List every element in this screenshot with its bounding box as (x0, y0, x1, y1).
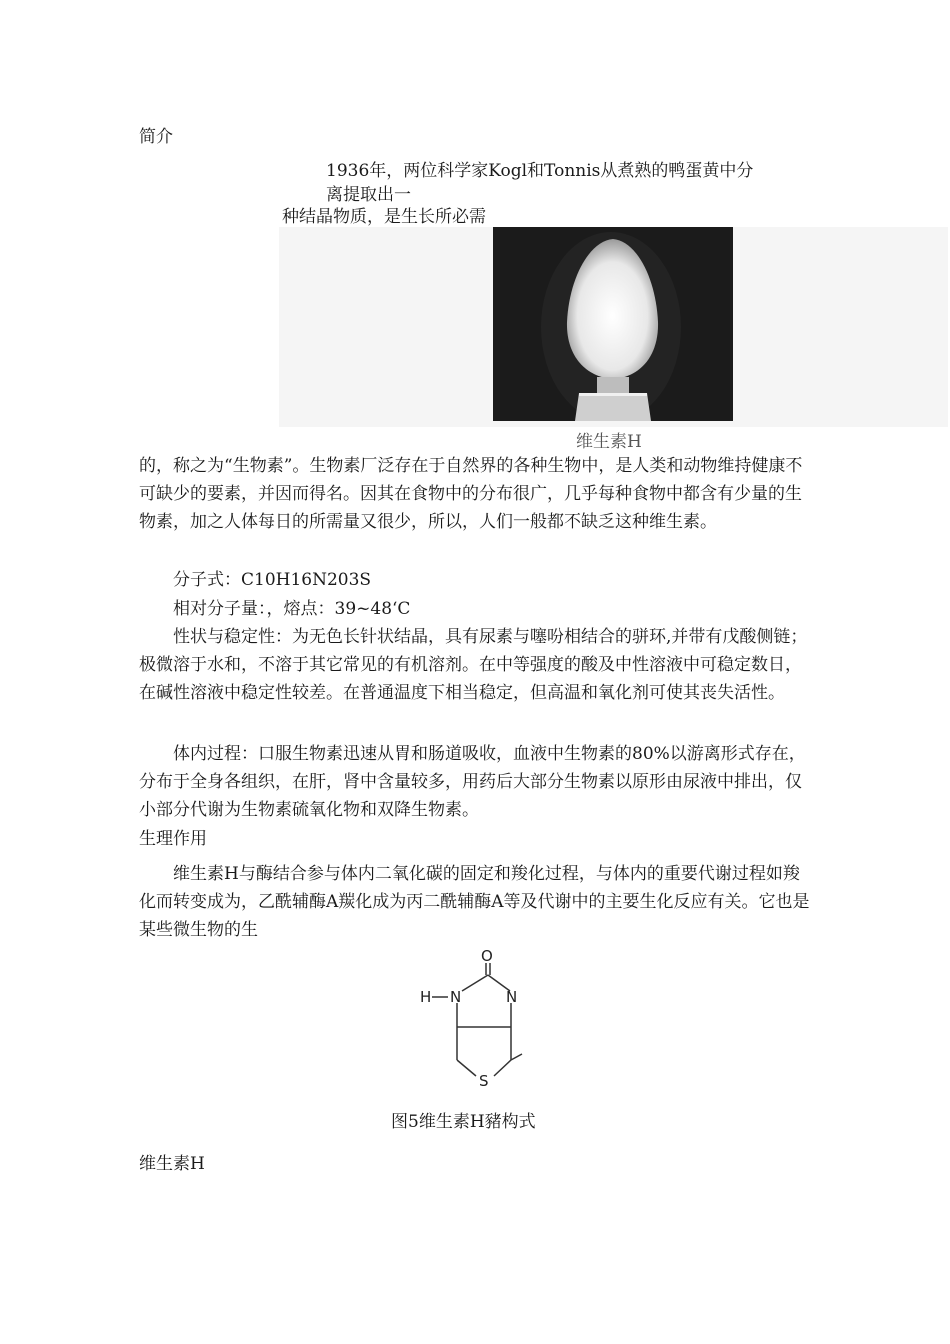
atom-o: O (481, 947, 493, 965)
urea-bond-left (462, 975, 488, 991)
biotin-photo (493, 227, 733, 421)
intro-line-2: 离提取出一 (326, 185, 411, 205)
photo-caption: 维生素H (576, 432, 642, 452)
physio-paragraph (139, 860, 811, 944)
biotin-structure-diagram (410, 945, 540, 1095)
ring-bond-s-right (494, 1060, 511, 1076)
atom-n-left: N (450, 988, 462, 1006)
ring-bond-s-left (457, 1060, 476, 1076)
intro-line-3: 种结晶物质，是生长所必需 (282, 207, 486, 227)
intro-paragraph-text: 的，称之为“生物素”。生物素厂泛存在于自然界的各种生物中，是人类和动物维持健康不可缺少的要素，并因而得名。因其在食物中的分布很广，几乎每种食物中都含有少量的生物素，加之人体每日的所需量又很少，所以，人们一般都不缺乏这种维生素。 (139, 456, 803, 532)
side-chain-bond (511, 1054, 522, 1060)
figure-caption: 图5维生素H豬构式 (391, 1112, 536, 1132)
atom-n-right: N (506, 988, 518, 1006)
intro-line-1: 1936年，两位科学家Kogl和Tonnis从煮熟的鸭蛋黄中分 (326, 161, 754, 181)
section-heading-intro: 简介 (139, 127, 173, 147)
powder-jar-image (493, 227, 733, 421)
properties-paragraph (139, 623, 811, 707)
physio-text: 维生素H与酶结合参与体内二氧化碳的固定和羧化过程，与体内的重要代谢过程如羧化而转变成为，乙酰辅酶A羰化成为丙二酰辅酶A等及代谢中的主要生化反应有关。它也是某些微生物的生 (139, 864, 810, 940)
in-vivo-text: 体内过程：口服生物素迅速从胃和肠道吸收，血液中生物素的80%以游离形式存在，分布于全身各组织，在肝，肾中含量较多，用药后大部分生物素以原形由尿液中排出，仅小部分代谢为生物素硫氧化物和双降生物素。 (139, 744, 806, 820)
atom-h: H (420, 988, 432, 1006)
molecular-mass: 相对分子量：，熔点：39~48‘C (173, 599, 411, 619)
atom-s: S (479, 1072, 489, 1090)
footer-label: 维生素H (139, 1154, 205, 1174)
molecular-formula: 分子式：C10H16N203S (173, 570, 372, 590)
properties-text: 性状与稳定性：为无色长针状结晶，具有尿素与噻吩相结合的骈环,并带有戊酸侧链；极微溶于水和，不溶于其它常见的有机溶剂。在中等强度的酸及中性溶液中可稳定数日，在碱性溶液中稳定性较差。在普通温度下相当稳定，但高温和氧化剂可使其丧失活性。 (139, 627, 808, 703)
section-heading-physio: 生理作用 (139, 829, 207, 849)
intro-paragraph (139, 452, 811, 536)
in-vivo-paragraph (139, 740, 811, 824)
